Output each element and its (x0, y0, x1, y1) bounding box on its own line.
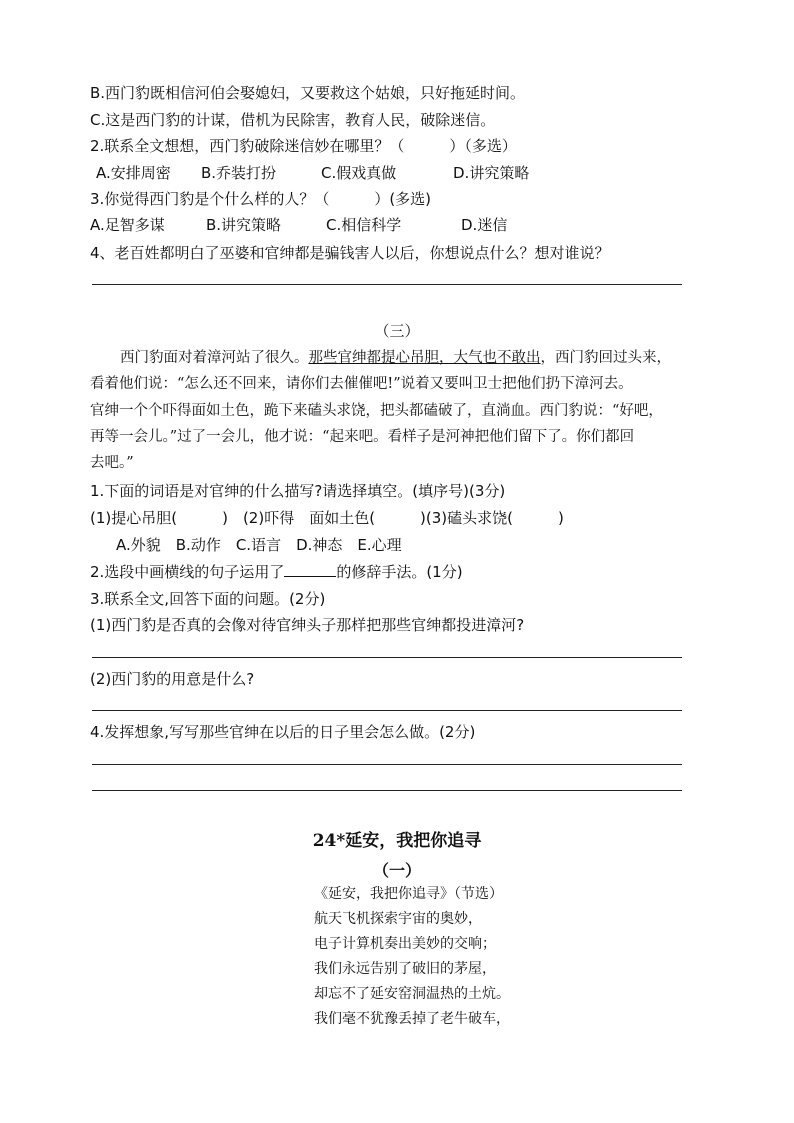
passage-line-4: 再等一会儿。”过了一会儿，他才说：“起来吧。看样子是河神把他们留下了。你们都回 (90, 429, 635, 445)
lesson-section-heading: （一） (372, 861, 421, 880)
q2-option-c: C.假戏真做 (321, 164, 397, 182)
q3-option-a: A.足智多谋 (90, 216, 165, 234)
option-c: C.这是西门豹的计谋，借机为民除害，教育人民，破除迷信。 (90, 111, 496, 129)
p3-question-1-options: A.外貌 B.动作 C.语言 D.神态 E.心理 (116, 536, 402, 554)
p3-question-4: 4.发挥想象,写写那些官绅在以后的日子里会怎么做。(2分) (90, 723, 476, 741)
answer-line[interactable] (92, 790, 682, 791)
q3-option-c: C.相信科学 (326, 216, 402, 234)
lesson-title: 24*延安，我把你追寻 (312, 831, 482, 851)
question-2: 2.联系全文想想，西门豹破除迷信妙在哪里？（ ）（多选） (90, 137, 517, 155)
passage-line-2: 看着他们说：“怎么还不回来，请你们去催催吧!”说着又要叫卫士把他们扔下漳河去。 (90, 376, 633, 392)
p3-question-1: 1.下面的词语是对官绅的什么描写?请选择填空。(填序号)(3分) (90, 482, 506, 500)
underlined-sentence: 那些官绅都提心吊胆，大气也不敢出 (308, 350, 541, 366)
poem-line: 我们毫不犹豫丢掉了老牛破车， (314, 1011, 510, 1027)
option-b: B.西门豹既相信河伯会娶媳妇，又要救这个姑娘，只好拖延时间。 (90, 84, 526, 102)
q3-option-d: D.迷信 (461, 216, 508, 234)
answer-line[interactable] (92, 710, 682, 711)
q2-option-b: B.乔装打扮 (201, 164, 277, 182)
poem-line: 却忘不了延安窑洞温热的土炕。 (314, 986, 510, 1002)
question-4: 4、老百姓都明白了巫婆和官绅都是骗钱害人以后，你想说点什么？想对谁说？ (90, 244, 610, 262)
question-3: 3.你觉得西门豹是个什么样的人？（ ）(多选) (90, 190, 432, 208)
passage-line-1: 西门豹面对着漳河站了很久。那些官绅都提心吊胆，大气也不敢出，西门豹回过头来， (120, 350, 671, 366)
q3-option-b: B.讲究策略 (206, 216, 282, 234)
q2-option-d: D.讲究策略 (453, 164, 530, 182)
poem-line: 航天飞机探索宇宙的奥妙， (314, 911, 482, 927)
passage-line-3: 官绅一个个吓得面如土色，跪下来磕头求饶，把头都磕破了，直淌血。西门豹说：“好吧， (90, 403, 663, 419)
answer-line[interactable] (92, 657, 682, 658)
q2-option-a: A.安排周密 (96, 164, 171, 182)
poem-line: 我们永远告别了破旧的茅屋， (314, 961, 496, 977)
fill-blank[interactable] (284, 562, 336, 577)
p3-question-3-2: (2)西门豹的用意是什么? (90, 670, 255, 688)
p3-question-3: 3.联系全文,回答下面的问题。(2分) (90, 590, 326, 608)
p3-question-1-items: (1)提心吊胆( ) (2)吓得 面如土色( )(3)磕头求饶( ) (90, 509, 564, 527)
passage-line-5: 去吧。” (90, 455, 134, 471)
answer-line[interactable] (92, 764, 682, 765)
answer-line[interactable] (92, 284, 682, 285)
section-heading-3: （三） (374, 322, 420, 340)
poem-title: 《延安，我把你追寻》（节选） (314, 886, 503, 902)
p3-question-3-1: (1)西门豹是否真的会像对待官绅头子那样把那些官绅都投进漳河? (90, 616, 525, 634)
poem-line: 电子计算机奏出美妙的交响； (314, 936, 496, 952)
p3-question-2: 2.选段中画横线的句子运用了 的修辞手法。(1分) (90, 563, 463, 581)
